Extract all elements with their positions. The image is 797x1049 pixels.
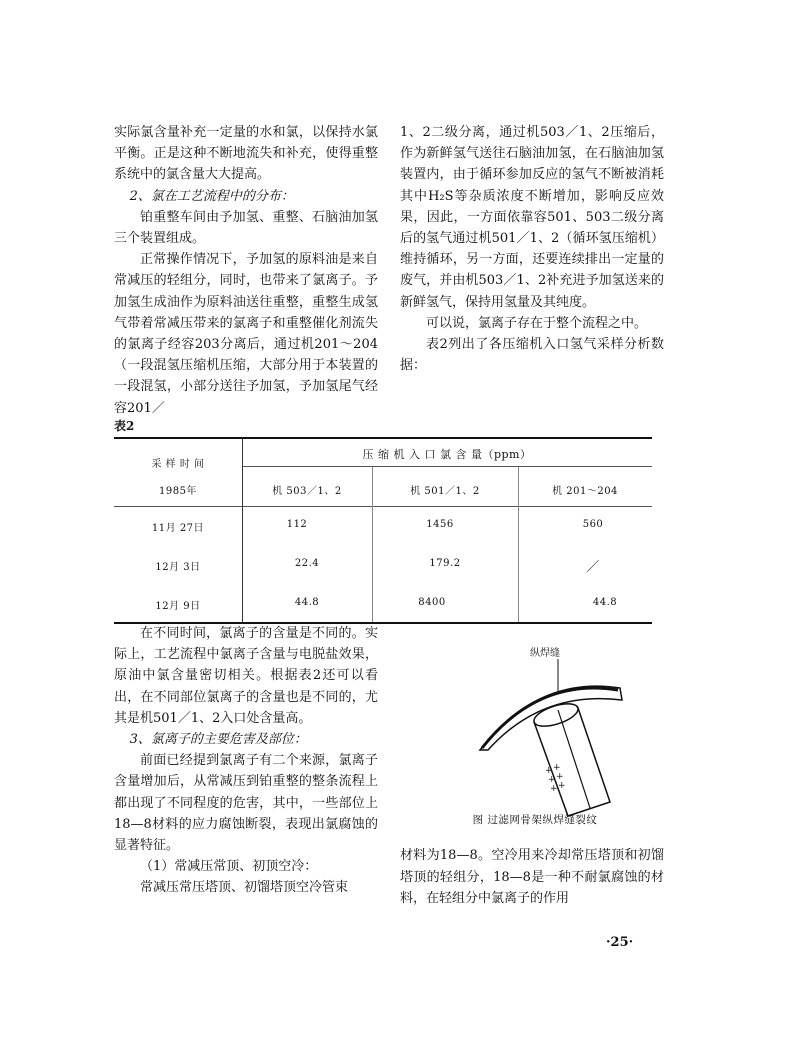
table-cell: ／ — [586, 560, 600, 575]
figure-caption: 图 过滤网骨架纵焊缝裂纹 — [472, 814, 598, 826]
table-header-time: 采 样 时 间 — [151, 459, 205, 470]
table-cell: 44.8 — [592, 597, 618, 608]
table-col-divider — [242, 439, 243, 622]
paragraph: 1、2二级分离，通过机503／1、2压缩后，作为新鲜氢气送往石脑油加氢，在石脑油加氢装置内，由于循环参加反应的氢气不断被消耗其中H₂S等杂质浓度不断增加，影响反应效果，因此，一方面依靠容501、503二级分离后的氢气通过机501／1、2（循环氢压缩机）维持循环，另一方面，还要连续排出一定量的废气，并由机503／1、2补充进予加氢送来的新鲜氢气，保持用氢量及其纯度。 — [400, 125, 664, 310]
paragraph: 可以说，氯离子存在于整个流程之中。 — [426, 315, 648, 331]
table-col-header: 机 201～204 — [552, 486, 618, 497]
paragraph: 实际氯含量补充一定量的水和氯，以保持水氯平衡。正是这种不断地流失和补充，使得重整系统中的氯含量大大提高。 — [114, 125, 378, 183]
svg-text:+: + — [545, 766, 553, 776]
svg-text:+: + — [558, 781, 566, 791]
paragraph: 前面已经提到氯离子有二个来源，氯离子含量增加后，从常减压到铂重整的整条流程上都出现了不同程度的危害，其中，一些部位上18—8材料的应力腐蚀断裂，表现出氯腐蚀的显著特征。 — [114, 753, 378, 854]
table-header-year: 1985年 — [159, 486, 197, 497]
table-cell: 8400 — [418, 597, 446, 608]
svg-text:+: + — [553, 763, 561, 773]
table-cell-date: 12月 3日 — [155, 562, 201, 573]
paragraph: 材料为18—8。空冷用来冷却常压塔顶和初馏塔顶的轻组分，18—8是一种不耐氯腐蚀的材料，在轻组分中氯离子的作用 — [400, 848, 664, 906]
svg-text:+: + — [550, 784, 558, 794]
table-col-header: 机 501／1、2 — [410, 486, 480, 497]
table-cell: 112 — [286, 519, 308, 530]
paragraph: 表2列出了各压缩机入口氢气采样分析数据： — [400, 337, 664, 374]
weld-crack-illustration — [470, 640, 640, 830]
page-number: ·25· — [606, 935, 634, 950]
table-cell: 22.4 — [294, 558, 320, 569]
table-col-header: 机 503／1、2 — [272, 486, 342, 497]
paragraph: 常减压常压塔顶、初馏塔顶空冷管束 — [140, 880, 349, 896]
table-top-rule — [114, 437, 652, 439]
svg-text:+: + — [556, 772, 564, 782]
paragraph: 铂重整车间由予加氢、重整、石脑油加氢三个装置组成。 — [114, 209, 378, 247]
table-cell: 179.2 — [429, 558, 461, 569]
paragraph: 正常操作情况下，予加氢的原料油是来自常减压的轻组分，同时，也带来了氯离子。予加氢生成油作为原料油送往重整，重整生成氢气带着常减压带来的氯离子和重整催化剂流失的氯离子经容203分离后，通过机201～204（一段混氢压缩机压缩，大部分用于本装置的一段混氢，小部分送往予加氢，予加氢尾气经容201／ — [114, 252, 378, 416]
table-cell-date: 11月 27日 — [151, 523, 205, 534]
table-label: 表2 — [114, 419, 135, 433]
svg-text:+: + — [548, 775, 556, 785]
text-column-left-bottom — [114, 623, 378, 899]
figure-weld-crack — [470, 640, 640, 830]
text-column-right-bottom — [400, 845, 664, 910]
paragraph: 2、氯在工艺流程中的分布： — [129, 188, 294, 204]
text-column-right-top — [400, 122, 664, 376]
table-header-divider — [242, 466, 652, 467]
table-header-group: 压 缩 机 入 口 氯 含 量（ppm） — [362, 448, 532, 461]
table-cell: 560 — [582, 519, 604, 530]
paragraph: 在不同时间，氯离子的含量是不同的。实际上，工艺流程中氯离子含量与电脱盐效果，原油中氯含量密切相关。根据表2还可以看出，在不同部位氯离子的含量也是不同的，尤其是机501／1、2入口处含量高。 — [114, 626, 378, 726]
table-cell: 44.8 — [294, 597, 320, 608]
paragraph: 3、氯离子的主要危害及部位： — [129, 732, 307, 748]
table-cell-date: 12月 9日 — [155, 601, 201, 612]
text-column-left-top — [114, 122, 378, 419]
table-header-bottom-rule — [114, 506, 652, 507]
table-cell: 1456 — [426, 519, 454, 530]
paragraph: （1）常减压常顶、初顶空冷： — [140, 859, 318, 875]
weld-label: 纵焊缝 — [530, 648, 560, 659]
